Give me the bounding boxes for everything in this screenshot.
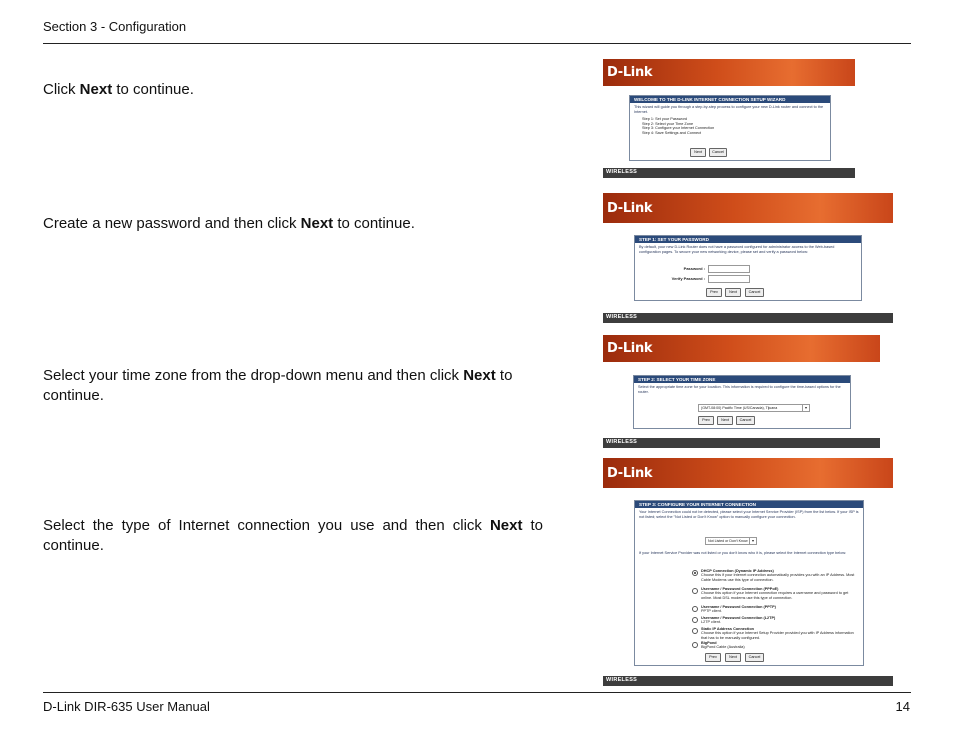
screenshot-welcome [603, 59, 855, 178]
panel-title: STEP 1: SET YOUR PASSWORD [635, 236, 861, 243]
password-input[interactable] [708, 265, 750, 273]
step-item: Step 4: Save Settings and Connect [642, 130, 702, 135]
verify-password-input[interactable] [708, 275, 750, 283]
instruction-bold: Next [489, 517, 523, 534]
chevron-down-icon: ▾ [749, 538, 756, 544]
step-item: Step 2: Select your Time Zone [642, 121, 694, 126]
instruction-2 [43, 214, 543, 234]
radio-icon[interactable] [692, 642, 698, 648]
next-button[interactable]: Next [725, 653, 741, 662]
connection-type-note: If your Internet Service Provider was not listed or you don't know who it is, please select the Internet connection type below: [639, 551, 847, 555]
password-label: Password : [683, 266, 705, 271]
isp-select[interactable] [705, 537, 757, 545]
wireless-bar [603, 676, 893, 686]
instruction-bold: Next [300, 215, 334, 232]
panel-intro: This wizard will guide you through a step-by-step process to configure your new D-Link router and connect to the Internet. [634, 105, 824, 114]
radio-icon[interactable] [692, 628, 698, 634]
dlink-logo: D-Link [607, 341, 653, 356]
wireless-label: WIRELESS [606, 439, 638, 445]
next-button[interactable]: Next [690, 148, 706, 157]
wireless-bar [603, 168, 855, 178]
instruction-text: to continue. [333, 215, 415, 232]
option-name: Username / Password Connection (L2TP) [701, 616, 776, 620]
brand-banner [603, 458, 893, 488]
screenshot-timezone [603, 335, 880, 448]
footer-rule [43, 692, 911, 693]
dlink-logo: D-Link [607, 65, 653, 80]
header-rule [43, 43, 911, 44]
option-desc: Choose this option if your Internet Setup Provider provided you with IP Address information that has to be manually configured. [701, 631, 854, 640]
chevron-down-icon: ▾ [802, 405, 809, 411]
timezone-panel [633, 375, 851, 429]
dlink-logo: D-Link [607, 466, 653, 481]
radio-icon[interactable] [692, 617, 698, 623]
instruction-text: Click [43, 81, 80, 98]
option-static-ip[interactable] [701, 627, 857, 640]
instruction-text: Create a new password and then click [43, 215, 301, 232]
panel-title: WELCOME TO THE D-LINK INTERNET CONNECTION SETUP WIZARD [630, 96, 830, 103]
brand-banner [603, 335, 880, 362]
instruction-1 [43, 80, 543, 100]
option-pppoe[interactable] [701, 587, 857, 600]
option-bigpond[interactable] [701, 641, 857, 650]
dlink-logo: D-Link [607, 201, 653, 216]
option-l2tp[interactable] [701, 616, 857, 625]
radio-icon[interactable] [692, 588, 698, 594]
step-item: Step 1: Set your Password [642, 117, 687, 122]
cancel-button[interactable]: Cancel [736, 416, 755, 425]
instruction-text: to continue. [43, 517, 543, 554]
timezone-select[interactable] [698, 404, 810, 412]
panel-intro: Your Internet Connection could not be detected, please select your Internet Service Provider (ISP) from the list below. If your ISP is not listed; select the "Not Listed or Don't Know" option to manually configure your connection. [639, 510, 859, 519]
option-desc: Choose this option if your Internet connection requires a username and password to get online. Most DSL modems use this type of connection. [701, 591, 849, 600]
next-button[interactable]: Next [725, 288, 741, 297]
option-name: DHCP Connection (Dynamic IP Address) [701, 569, 774, 573]
screenshot-internet [603, 458, 893, 686]
cancel-button[interactable]: Cancel [745, 653, 764, 662]
option-desc: BigPond Cable (Australia) [701, 645, 745, 650]
password-panel [634, 235, 862, 301]
wireless-label: WIRELESS [606, 169, 638, 175]
instruction-text: to continue. [43, 367, 513, 404]
screenshot-password [603, 193, 893, 323]
option-desc: PPTP client. [701, 609, 722, 614]
brand-banner [603, 59, 855, 86]
option-dhcp[interactable] [701, 569, 857, 582]
instruction-text: Select your time zone from the drop-down menu and then click [43, 367, 464, 384]
internet-panel [634, 500, 864, 666]
instruction-bold: Next [463, 367, 496, 384]
prev-button[interactable]: Prev [706, 288, 722, 297]
radio-icon[interactable] [692, 606, 698, 612]
cancel-button[interactable]: Cancel [745, 288, 764, 297]
panel-intro: Select the appropriate time zone for your location. This information is required to configure the time-based options for the router. [638, 385, 841, 394]
option-name: Username / Password Connection (PPTP) [701, 605, 776, 609]
option-pptp[interactable] [701, 605, 857, 614]
instruction-text: to continue. [112, 81, 194, 98]
instruction-bold: Next [79, 81, 113, 98]
step-item: Step 3: Configure your Internet Connection [642, 126, 715, 131]
panel-title: STEP 3: CONFIGURE YOUR INTERNET CONNECTION [635, 501, 863, 508]
wireless-bar [603, 313, 893, 323]
panel-intro: By default, your new D-Link Router does not have a password configured for administrator access to the Web-based configuration pages. To secure your new networking device, please set and verify a password below: [639, 245, 835, 254]
option-name: Static IP Address Connection [701, 627, 754, 631]
verify-password-label: Verify Password : [671, 276, 705, 281]
wireless-label: WIRELESS [606, 314, 638, 320]
radio-icon[interactable] [692, 570, 698, 576]
option-name: BigPond [701, 641, 717, 645]
timezone-selected: (GMT-08:00) Pacific Time (US/Canada), Tijuana [701, 406, 778, 410]
panel-title: STEP 2: SELECT YOUR TIME ZONE [634, 376, 850, 383]
instruction-text: Select the type of Internet connection you use and then click [43, 517, 490, 534]
option-desc: L2TP client. [701, 620, 721, 625]
prev-button[interactable]: Prev [698, 416, 714, 425]
manual-title: D-Link DIR-635 User Manual [43, 699, 210, 714]
brand-banner [603, 193, 893, 223]
section-header: Section 3 - Configuration [43, 19, 187, 34]
option-name: Username / Password Connection (PPPoE) [701, 587, 779, 591]
prev-button[interactable]: Prev [705, 653, 721, 662]
next-button[interactable]: Next [717, 416, 733, 425]
wireless-bar [603, 438, 880, 448]
instruction-4 [43, 516, 543, 556]
option-desc: Choose this if your Internet connection automatically provides you with an IP Address. Most Cable Modems use this type of connection. [701, 573, 855, 582]
welcome-panel [629, 95, 831, 161]
cancel-button[interactable]: Cancel [709, 148, 727, 157]
wizard-steps [630, 117, 830, 135]
isp-selected: Not Listed or Don't Know [708, 539, 748, 543]
wireless-label: WIRELESS [606, 677, 638, 683]
instruction-3 [43, 366, 543, 406]
page-number: 14 [895, 699, 910, 714]
